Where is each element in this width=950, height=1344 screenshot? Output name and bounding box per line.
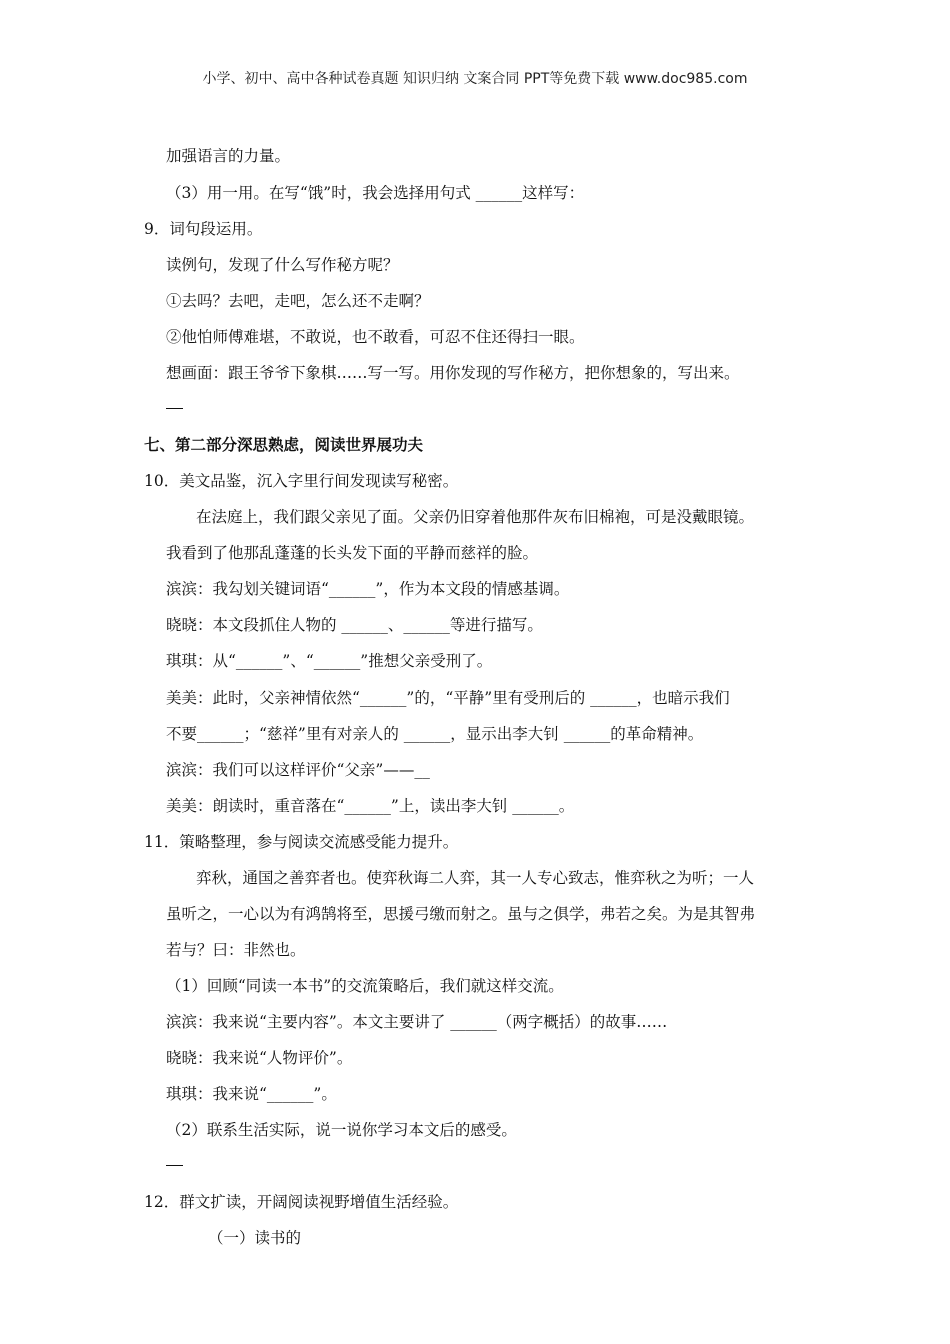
question-11: 11．策略整理，参与阅读交流感受能力提升。 [144, 833, 459, 851]
text-line: 想画面：跟王爷爷下象棋……写一写。用你发现的写作秘方，把你想象的，写出来。 [166, 364, 740, 382]
answer-line [166, 408, 183, 409]
question-10: 10．美文品鉴，沉入字里行间发现读写秘密。 [144, 472, 459, 490]
page-header: 小学、初中、高中各种试卷真题 知识归纳 文案合同 PPT等免费下载 www.doc985.com [202, 71, 748, 87]
text-line: （3）用一用。在写“饿”时，我会选择用句式 ______这样写： [166, 184, 585, 202]
text-line: （1）回顾“同读一本书”的交流策略后，我们就这样交流。 [166, 977, 564, 995]
question-12: 12．群文扩读，开阔阅读视野增值生活经验。 [144, 1193, 459, 1211]
text-line: ①去吗？去吧，走吧，怎么还不走啊？ [166, 292, 430, 310]
section-heading: 七、第二部分深思熟虑，阅读世界展功夫 [144, 436, 424, 454]
text-line: ②他怕师傅难堪，不敢说，也不敢看，可忍不住还得扫一眼。 [166, 328, 585, 346]
text-line: 晓晓：本文段抓住人物的 ______、______等进行描写。 [166, 616, 543, 634]
text-line: 滨滨：我们可以这样评价“父亲”——__ [166, 761, 430, 779]
text-line: 琪琪：从“______”、“______”推想父亲受刑了。 [166, 652, 493, 670]
text-line: 我看到了他那乱蓬蓬的长头发下面的平静而慈祥的脸。 [166, 544, 539, 562]
text-line: 滨滨：我勾划关键词语“______”，作为本文段的情感基调。 [166, 580, 570, 598]
text-line: （2）联系生活实际，说一说你学习本文后的感受。 [166, 1121, 517, 1139]
text-line: 美美：朗读时，重音落在“______”上，读出李大钊 ______。 [166, 797, 575, 815]
text-line: 琪琪：我来说“______”。 [166, 1085, 337, 1103]
text-line: 读例句，发现了什么写作秘方呢？ [166, 256, 399, 274]
answer-line [166, 1165, 183, 1166]
text-line: 若与？曰：非然也。 [166, 941, 306, 959]
text-line: 不要______；“慈祥”里有对亲人的 ______，显示出李大钊 ______的革命精神。 [166, 725, 704, 743]
text-line: 在法庭上，我们跟父亲见了面。父亲仍旧穿着他那件灰布旧棉袍，可是没戴眼镜。 [196, 508, 755, 526]
text-line: 加强语言的力量。 [166, 147, 291, 165]
text-line: 晓晓：我来说“人物评价”。 [166, 1049, 353, 1067]
text-line: 滨滨：我来说“主要内容”。本文主要讲了 ______（两字概括）的故事…… [166, 1013, 668, 1031]
text-line: 弈秋，通国之善弈者也。使弈秋诲二人弈，其一人专心致志，惟弈秋之为听；一人 [196, 869, 755, 887]
text-line: （一）读书的 [208, 1229, 302, 1247]
text-line: 美美：此时，父亲神情依然“______”的，“平静”里有受刑后的 ______，也暗示我们 [166, 689, 730, 707]
text-line: 虽听之，一心以为有鸿鹄将至，思援弓缴而射之。虽与之俱学，弗若之矣。为是其智弗 [166, 905, 756, 923]
question-9: 9．词句段运用。 [144, 220, 263, 238]
